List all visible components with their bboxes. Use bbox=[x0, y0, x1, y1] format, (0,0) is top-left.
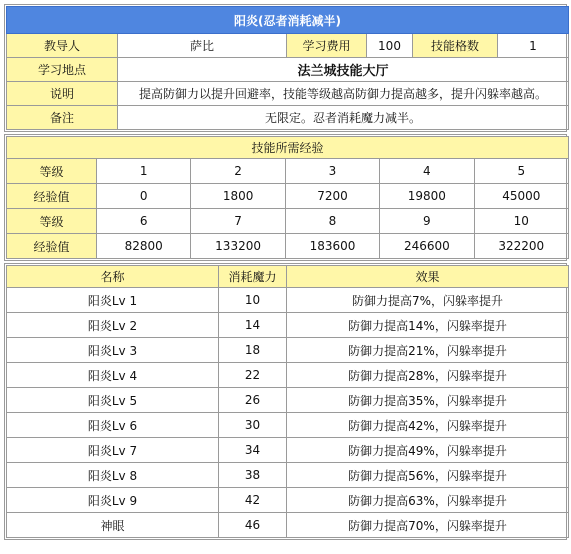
note-value: 无限定。忍者消耗魔力减半。 bbox=[118, 106, 569, 130]
table-row bbox=[7, 438, 569, 463]
note-label: 备注 bbox=[7, 106, 118, 130]
level-cell: 3 bbox=[285, 159, 379, 184]
name-header: 名称 bbox=[7, 266, 219, 288]
effect-cell: 防御力提高56%，闪躲率提升 bbox=[287, 463, 569, 488]
level-label: 等级 bbox=[7, 159, 97, 184]
mp-cost-cell: 18 bbox=[219, 338, 287, 363]
exp-label: 经验值 bbox=[7, 234, 97, 259]
exp-cell: 19800 bbox=[380, 184, 474, 209]
exp-header: 技能所需经验 bbox=[7, 137, 569, 159]
effect-cell: 防御力提高28%，闪躲率提升 bbox=[287, 363, 569, 388]
effect-cell: 防御力提高42%，闪躲率提升 bbox=[287, 413, 569, 438]
slots-label: 技能格数 bbox=[413, 34, 498, 58]
level-cell: 8 bbox=[285, 209, 379, 234]
teacher-value: 萨比 bbox=[118, 34, 287, 58]
exp-cell: 322200 bbox=[474, 234, 568, 259]
mp-cost-cell: 26 bbox=[219, 388, 287, 413]
effect-cell: 防御力提高63%，闪躲率提升 bbox=[287, 488, 569, 513]
mp-cost-cell: 38 bbox=[219, 463, 287, 488]
exp-label: 经验值 bbox=[7, 184, 97, 209]
exp-cell: 1800 bbox=[191, 184, 285, 209]
teacher-label: 教导人 bbox=[7, 34, 118, 58]
mp-cost-cell: 22 bbox=[219, 363, 287, 388]
mp-cost-cell: 46 bbox=[219, 513, 287, 538]
level-cell: 6 bbox=[97, 209, 191, 234]
exp-table bbox=[6, 136, 569, 259]
level-cell: 10 bbox=[474, 209, 568, 234]
table-row bbox=[7, 488, 569, 513]
effect-cell: 防御力提高14%，闪躲率提升 bbox=[287, 313, 569, 338]
mp-cost-cell: 10 bbox=[219, 288, 287, 313]
table-row bbox=[7, 513, 569, 538]
fee-value: 100 bbox=[367, 34, 413, 58]
skill-levels-table bbox=[6, 265, 569, 538]
effect-cell: 防御力提高49%，闪躲率提升 bbox=[287, 438, 569, 463]
mp-cost-cell: 14 bbox=[219, 313, 287, 338]
skill-name-cell: 阳炎Lv 3 bbox=[7, 338, 219, 363]
skill-title: 阳炎(忍者消耗减半) bbox=[7, 7, 569, 34]
level-cell: 1 bbox=[97, 159, 191, 184]
skill-levels-block bbox=[4, 263, 567, 540]
level-cell: 4 bbox=[380, 159, 474, 184]
exp-cell: 246600 bbox=[380, 234, 474, 259]
skill-name-cell: 阳炎Lv 9 bbox=[7, 488, 219, 513]
slots-value: 1 bbox=[498, 34, 569, 58]
mp-cost-cell: 34 bbox=[219, 438, 287, 463]
effect-cell: 防御力提高35%，闪躲率提升 bbox=[287, 388, 569, 413]
effect-cell: 防御力提高70%，闪躲率提升 bbox=[287, 513, 569, 538]
exp-cell: 183600 bbox=[285, 234, 379, 259]
mp-cost-cell: 42 bbox=[219, 488, 287, 513]
level-cell: 7 bbox=[191, 209, 285, 234]
skill-name-cell: 阳炎Lv 8 bbox=[7, 463, 219, 488]
level-cell: 9 bbox=[380, 209, 474, 234]
exp-block bbox=[4, 134, 567, 261]
exp-cell: 7200 bbox=[285, 184, 379, 209]
mp-cost-cell: 30 bbox=[219, 413, 287, 438]
effect-cell: 防御力提高21%，闪躲率提升 bbox=[287, 338, 569, 363]
skill-info-table bbox=[6, 6, 569, 130]
skill-name-cell: 阳炎Lv 2 bbox=[7, 313, 219, 338]
location-label: 学习地点 bbox=[7, 58, 118, 82]
table-row bbox=[7, 363, 569, 388]
description-value: 提高防御力以提升回避率，技能等级越高防御力提高越多，提升闪躲率越高。 bbox=[118, 82, 569, 106]
exp-cell: 0 bbox=[97, 184, 191, 209]
skill-name-cell: 阳炎Lv 7 bbox=[7, 438, 219, 463]
skill-rows bbox=[7, 288, 569, 538]
skill-name-cell: 阳炎Lv 6 bbox=[7, 413, 219, 438]
level-cell: 2 bbox=[191, 159, 285, 184]
effect-header: 效果 bbox=[287, 266, 569, 288]
skill-name-cell: 阳炎Lv 1 bbox=[7, 288, 219, 313]
table-row bbox=[7, 313, 569, 338]
skill-name-cell: 神眼 bbox=[7, 513, 219, 538]
skill-name-cell: 阳炎Lv 4 bbox=[7, 363, 219, 388]
exp-cell: 82800 bbox=[97, 234, 191, 259]
level-cell: 5 bbox=[474, 159, 568, 184]
location-value: 法兰城技能大厅 bbox=[118, 58, 569, 82]
fee-label: 学习费用 bbox=[287, 34, 367, 58]
skill-page bbox=[4, 4, 567, 540]
exp-cell: 45000 bbox=[474, 184, 568, 209]
description-label: 说明 bbox=[7, 82, 118, 106]
skill-info-block bbox=[4, 4, 567, 132]
table-row bbox=[7, 463, 569, 488]
skill-name-cell: 阳炎Lv 5 bbox=[7, 388, 219, 413]
effect-cell: 防御力提高7%，闪躲率提升 bbox=[287, 288, 569, 313]
table-row bbox=[7, 388, 569, 413]
table-row bbox=[7, 413, 569, 438]
level-label: 等级 bbox=[7, 209, 97, 234]
table-row bbox=[7, 338, 569, 363]
mp-header: 消耗魔力 bbox=[219, 266, 287, 288]
exp-cell: 133200 bbox=[191, 234, 285, 259]
table-row bbox=[7, 288, 569, 313]
